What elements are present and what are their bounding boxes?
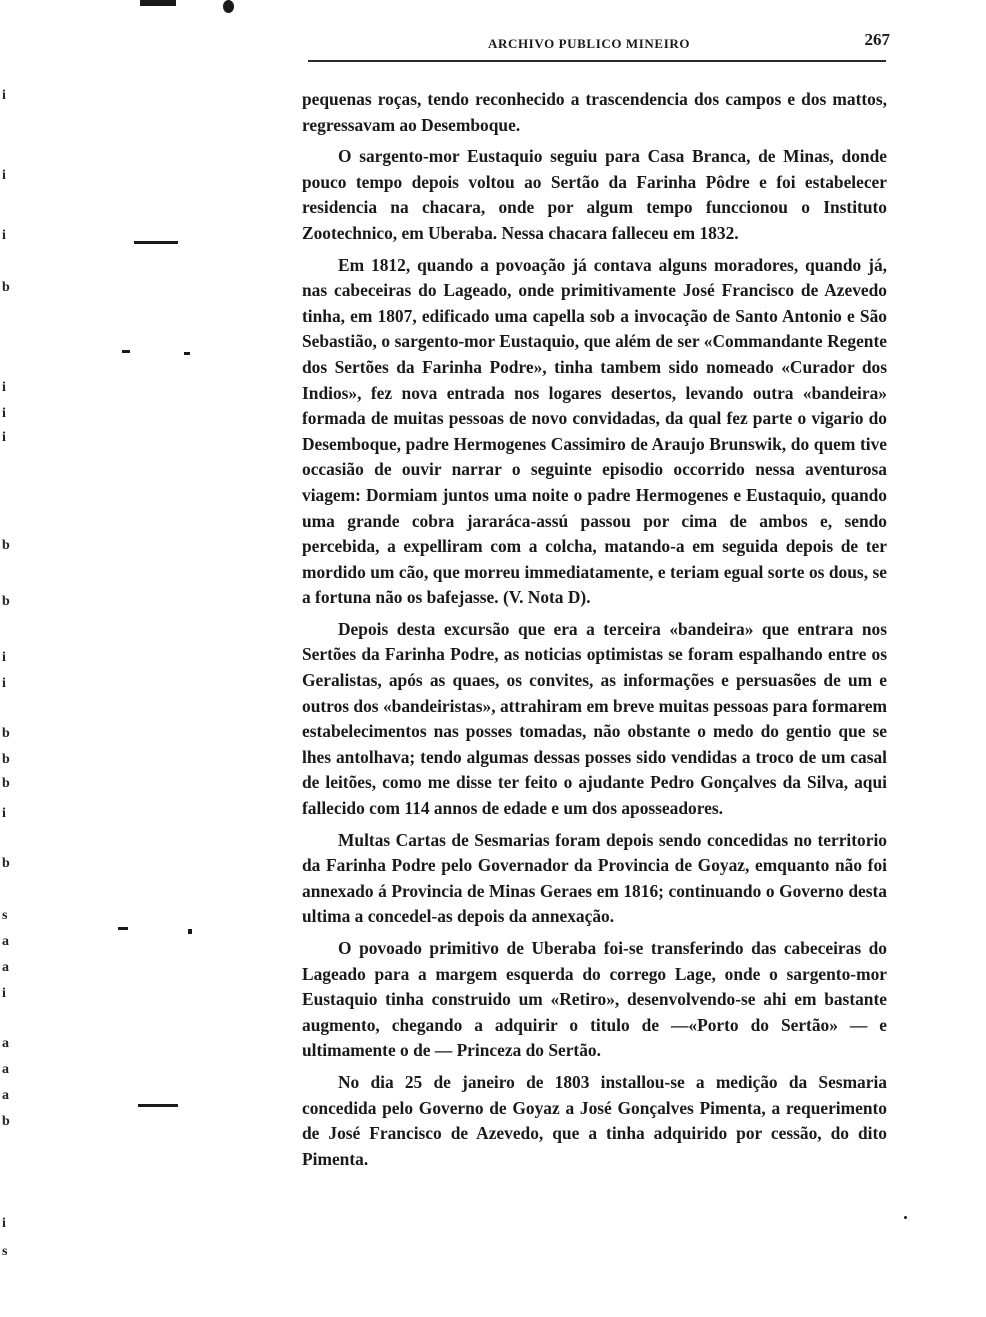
paragraph: No dia 25 de janeiro de 1803 installou-se a medição da Sesmaria concedida pelo Governo de Goyaz a José Gonçalves Pimenta, a requerimento de José Francisco de Azevedo, que a tinha adquirido por cessão, do dito Pimenta. <box>302 1071 887 1169</box>
edge-glyph: i <box>2 650 6 665</box>
edge-glyph: a <box>2 934 9 949</box>
edge-glyph: b <box>2 776 10 791</box>
edge-glyph: a <box>2 1062 9 1077</box>
body-text <box>302 87 887 1172</box>
edge-glyph: i <box>2 806 6 821</box>
edge-glyph: i <box>2 430 6 445</box>
margin-dash <box>118 927 128 930</box>
margin-dash <box>134 241 178 244</box>
edge-glyph: a <box>2 1088 9 1103</box>
edge-glyph: i <box>2 88 6 103</box>
edge-glyph: b <box>2 280 10 295</box>
edge-glyph: i <box>2 406 6 421</box>
edge-glyph: a <box>2 960 9 975</box>
margin-dash <box>188 929 192 934</box>
edge-glyph: i <box>2 1216 6 1231</box>
page-number: 267 <box>864 30 890 49</box>
edge-glyph: b <box>2 726 10 741</box>
edge-glyph: b <box>2 1114 10 1129</box>
paragraph: pequenas roças, tendo reconhecido a trascendencia dos campos e dos mattos, regressavam ao Desemboque. <box>302 89 887 135</box>
print-mark <box>140 0 176 6</box>
running-head: ARCHIVO PUBLICO MINEIRO <box>488 36 691 51</box>
header-rule <box>308 60 886 62</box>
edge-glyph: b <box>2 856 10 871</box>
edge-glyph: b <box>2 538 10 553</box>
print-speck <box>904 1216 907 1219</box>
margin-dash <box>138 1104 178 1107</box>
edge-glyph: i <box>2 228 6 243</box>
edge-glyph: i <box>2 986 6 1001</box>
print-mark <box>223 0 234 13</box>
edge-glyph: i <box>2 676 6 691</box>
edge-glyph: i <box>2 168 6 183</box>
edge-glyph: b <box>2 752 10 767</box>
page-header <box>300 30 890 56</box>
paragraph: O povoado primitivo de Uberaba foi-se transferindo das cabeceiras do Lageado para a margem esquerda do corrego Lage, onde o sargento-mor Eustaquio tinha construido um «Retiro», desenvolvendo-se ahi em bastante augmento, chegando a adquirir o titulo de —«Porto do Sertão» — e ultimamente o de — Princeza do Sertão. <box>302 938 887 1061</box>
edge-glyph: i <box>2 380 6 395</box>
paragraph: O sargento-mor Eustaquio seguiu para Casa Branca, de Minas, donde pouco tempo depois voltou ao Sertão da Farinha Pôdre e foi estabelecer residencia na chacara, onde por algum tempo funccionou o Instituto Zootechnico, em Uberaba. Nessa chacara falleceu em 1832. <box>302 146 887 243</box>
edge-glyph: b <box>2 594 10 609</box>
paragraph: Depois desta excursão que era a terceira «bandeira» que entrara nos Sertões da Farinha Podre, as noticias optimistas se foram espalhando entre os Geralistas, após as quaes, os convites, as informações e persuasões de um e outros dos «bandeiristas», attrahiram em breve muitas pessoas para formarem estabelecimentos nas posses tomadas, não obstante o medo do gentio que se lhes antolhava; tendo algumas dessas posses sido vendidas a troco de um casal de leitões, como me disse ter feito o ajudante Pedro Gonçalves da Silva, aqui fallecido com 114 annos de edade e um dos aposseadores. <box>302 618 887 819</box>
paragraph: Multas Cartas de Sesmarias foram depois sendo concedidas no territorio da Farinha Podre pelo Governador da Provincia de Goyaz, emquanto não foi annexado á Provincia de Minas Geraes em 1816; continuando o Governo desta ultima a concedel-as depois da annexação. <box>302 829 887 927</box>
margin-dash <box>122 350 130 353</box>
paragraph: Em 1812, quando a povoação já contava alguns moradores, quando já, nas cabeceiras do Lageado, onde primitivamente José Francisco de Azevedo tinha, em 1807, edificado uma capella sob a invocação de Santo Antonio e São Sebastião, o sargento-mor Eustaquio, que além de ser «Commandante Regente dos Sertões da Farinha Podre», tinha tambem sido nomeado «Curador dos Indios», fez nova entrada nos logares desertos, levando outra «bandeira» formada de muitas pessoas de novo convidadas, da qual fez parte o vigario do Desemboque, padre Hermogenes Cassimiro de Araujo Brunswik, do quem tive occasião de ouvir narrar o seguinte episodio occorrido nessa aventurosa viagem: Dormiam juntos uma noite o padre Hermogenes e Eustaquio, quando uma grande cobra jararáca-assú passou por cima de ambos e, sendo percebida, a expelliram com a colcha, matando-a em seguida depois de ter mordido um cão, que morreu immediatamente, e teriam egual sorte os dous, se a fortuna não os bafejasse. (V. Nota D). <box>302 254 887 608</box>
edge-glyph: s <box>2 1244 8 1259</box>
edge-glyph: s <box>2 908 8 923</box>
margin-dash <box>184 352 190 355</box>
edge-glyph: a <box>2 1036 9 1051</box>
